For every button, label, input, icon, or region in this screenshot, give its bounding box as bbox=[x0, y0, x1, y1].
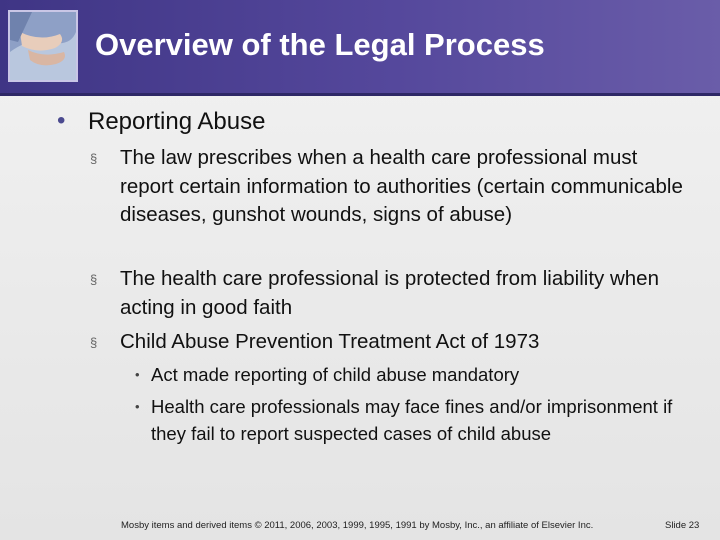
title-divider bbox=[0, 93, 720, 96]
subpoint-text: The health care professional is protected from liability when acting in good faith bbox=[120, 267, 659, 319]
square-bullet-icon: § bbox=[90, 151, 98, 166]
bullet-icon: • bbox=[57, 107, 66, 134]
copyright-footer: Mosby items and derived items © 2011, 2006, 2003, 1999, 1995, 1991 by Mosby, Inc., an affiliate of Elsevier Inc. bbox=[121, 520, 594, 531]
hands-photo-icon bbox=[10, 12, 76, 80]
slide-number: Slide 23 bbox=[665, 520, 700, 531]
header-photo-image bbox=[8, 10, 78, 82]
topic-heading: Reporting Abuse bbox=[88, 108, 266, 135]
detail-text: Health care professionals may face fines and/or imprisonment if they fail to report suspected cases of child abuse bbox=[151, 396, 673, 444]
detail-text: Act made reporting of child abuse mandatory bbox=[151, 364, 520, 385]
square-bullet-icon: § bbox=[90, 335, 98, 350]
subpoint-text: The law prescribes when a health care professional must report certain information to authorities (certain communicable diseases, gunshot wounds, signs of abuse) bbox=[120, 146, 683, 226]
dot-bullet-icon: • bbox=[135, 399, 140, 414]
subpoint-text: Child Abuse Prevention Treatment Act of 1973 bbox=[120, 330, 540, 353]
dot-bullet-icon: • bbox=[135, 367, 140, 382]
square-bullet-icon: § bbox=[90, 272, 98, 287]
slide-title: Overview of the Legal Process bbox=[95, 27, 545, 62]
